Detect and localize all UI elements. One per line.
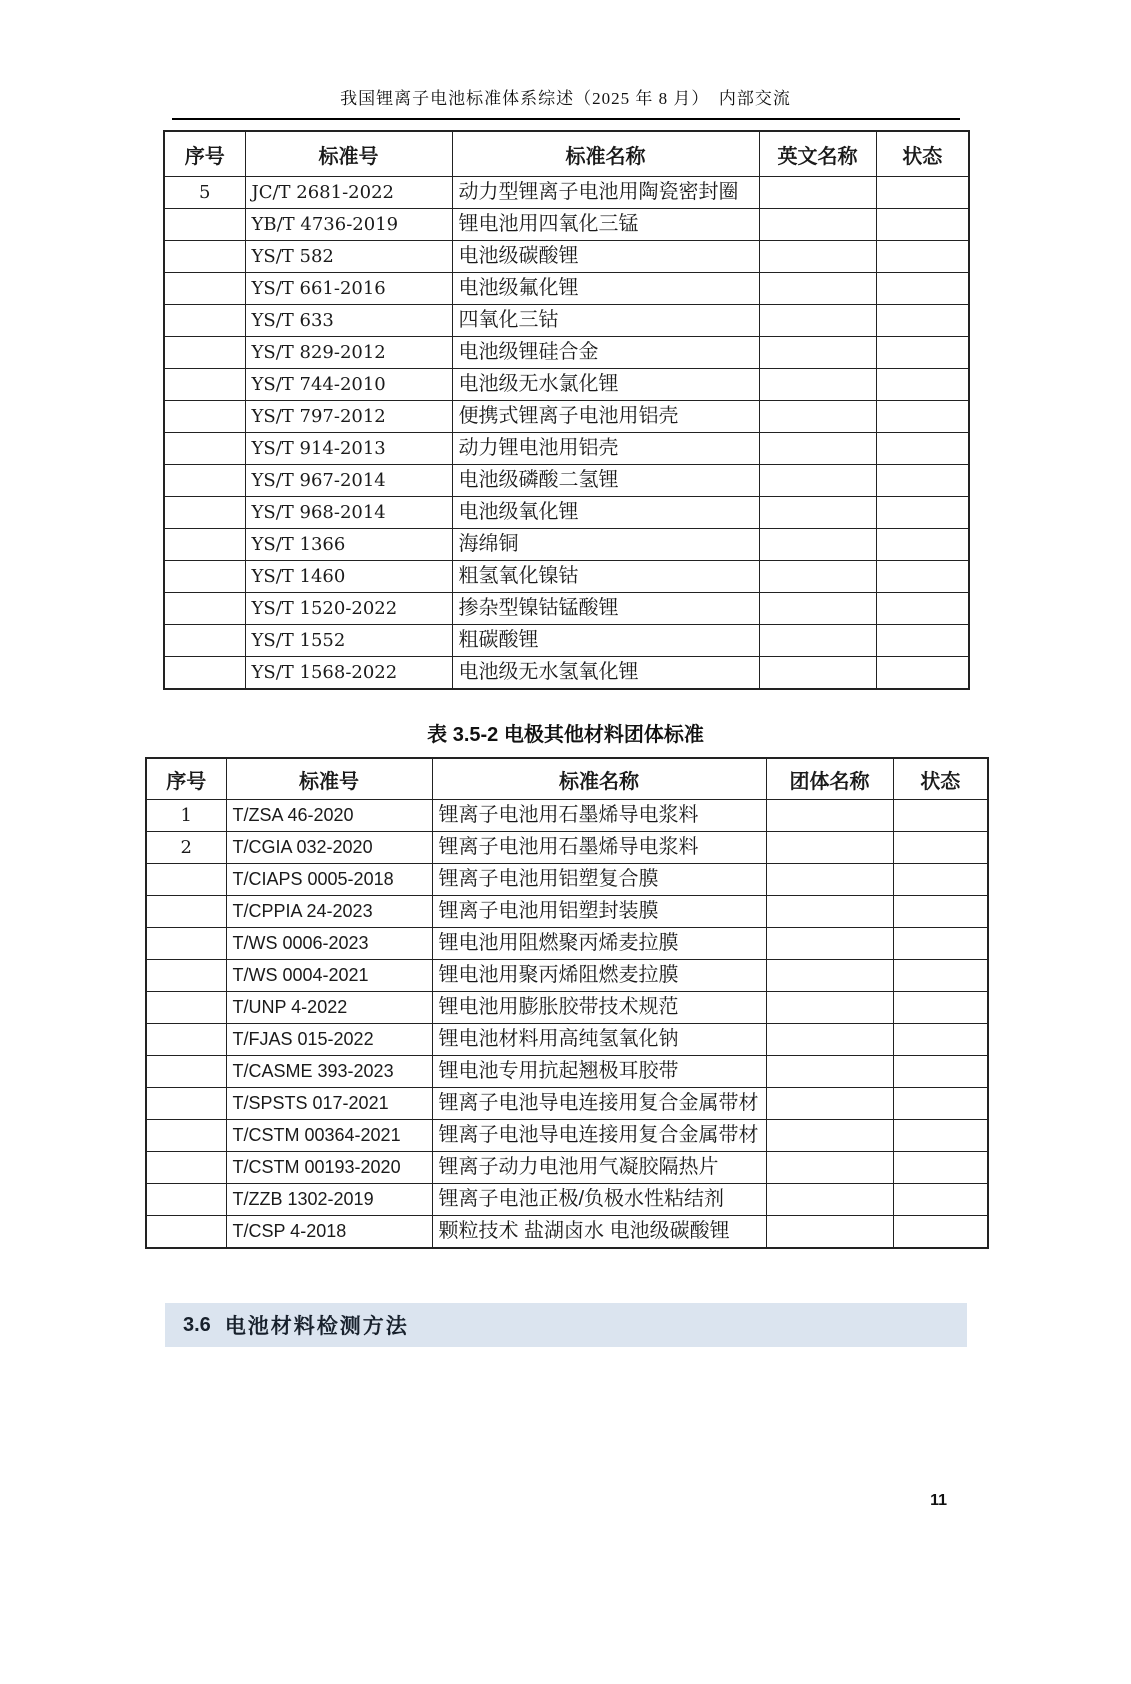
table-caption-text: 表 3.5-2 电极其他材料团体标准 [427,724,704,746]
cell-extra [766,1088,893,1120]
cell-extra [766,992,893,1024]
cell-status [876,465,969,497]
table-row [164,561,969,593]
cell-extra [759,465,876,497]
table-row [146,864,988,896]
cell-status [893,1152,988,1184]
cell-std: YS/T 914-2013 [245,433,452,465]
cell-no: 2 [146,832,226,864]
cell-name: 锂电池材料用高纯氢氧化钠 [432,1024,766,1056]
cell-no [164,529,245,561]
cell-name: 锂离子电池正极/负极水性粘结剂 [432,1184,766,1216]
table-header-row [146,758,988,800]
cell-std: T/CSTM 00364-2021 [226,1120,432,1152]
column-header-english-name: 英文名称 [759,131,876,177]
cell-std: YS/T 967-2014 [245,465,452,497]
cell-std: T/WS 0004-2021 [226,960,432,992]
cell-extra [766,928,893,960]
cell-no [146,1088,226,1120]
cell-no [146,1120,226,1152]
column-header-standard-no: 标准号 [226,758,432,800]
cell-name: 粗碳酸锂 [452,625,759,657]
cell-std: T/UNP 4-2022 [226,992,432,1024]
cell-std: T/ZZB 1302-2019 [226,1184,432,1216]
cell-no [164,657,245,690]
cell-name: 锂离子动力电池用气凝胶隔热片 [432,1152,766,1184]
cell-no [146,928,226,960]
table-body [164,177,969,690]
cell-name: 锂电池专用抗起翘极耳胶带 [432,1056,766,1088]
page-number: 11 [930,1492,947,1509]
cell-extra [759,529,876,561]
column-header-seq: 序号 [146,758,226,800]
cell-no [146,1024,226,1056]
cell-name: 动力锂电池用铝壳 [452,433,759,465]
cell-status [893,864,988,896]
cell-extra [766,1152,893,1184]
cell-extra [759,177,876,209]
cell-extra [759,273,876,305]
cell-std: T/CSP 4-2018 [226,1216,432,1249]
cell-std: YS/T 582 [245,241,452,273]
cell-name: 粗氢氧化镍钴 [452,561,759,593]
section-title: 电池材料检测方法 [224,1314,409,1338]
table-row [164,497,969,529]
cell-extra [766,960,893,992]
table-header-row [164,131,969,177]
cell-extra [759,241,876,273]
cell-status [893,928,988,960]
group-standards-table [145,757,989,1249]
cell-std: YS/T 744-2010 [245,369,452,401]
cell-name: 四氧化三钴 [452,305,759,337]
cell-extra [766,1024,893,1056]
section-number: 3.6 [183,1313,211,1336]
cell-std: T/CPPIA 24-2023 [226,896,432,928]
table-row [164,241,969,273]
cell-std: T/SPSTS 017-2021 [226,1088,432,1120]
cell-std: T/CGIA 032-2020 [226,832,432,864]
column-header-group-name: 团体名称 [766,758,893,800]
cell-status [876,177,969,209]
cell-status [893,992,988,1024]
cell-no [146,896,226,928]
table-row [146,832,988,864]
table-row [146,1152,988,1184]
cell-name: 电池级氟化锂 [452,273,759,305]
table-row [146,1024,988,1056]
cell-name: 电池级氧化锂 [452,497,759,529]
cell-name: 电池级无水氯化锂 [452,369,759,401]
cell-no [146,864,226,896]
cell-std: YS/T 1520-2022 [245,593,452,625]
cell-extra [766,1184,893,1216]
cell-status [876,273,969,305]
cell-no: 5 [164,177,245,209]
cell-name: 锂电池用聚丙烯阻燃麦拉膜 [432,960,766,992]
cell-std: YS/T 829-2012 [245,337,452,369]
column-header-standard-name: 标准名称 [452,131,759,177]
cell-status [876,561,969,593]
cell-no [164,593,245,625]
cell-no [146,960,226,992]
cell-extra [759,433,876,465]
cell-extra [759,337,876,369]
table-row [146,1120,988,1152]
cell-extra [759,561,876,593]
column-header-status: 状态 [876,131,969,177]
cell-status [893,960,988,992]
cell-status [893,1024,988,1056]
cell-status [876,369,969,401]
cell-no: 1 [146,800,226,832]
cell-status [876,529,969,561]
cell-std: YB/T 4736-2019 [245,209,452,241]
cell-no [164,369,245,401]
table-row [164,369,969,401]
column-header-status: 状态 [893,758,988,800]
cell-extra [759,209,876,241]
cell-status [893,1056,988,1088]
table-row [164,401,969,433]
table-row [164,529,969,561]
cell-std: JC/T 2681-2022 [245,177,452,209]
cell-name: 锂电池用膨胀胶带技术规范 [432,992,766,1024]
cell-name: 锂离子电池用石墨烯导电浆料 [432,832,766,864]
table-row [164,337,969,369]
cell-no [146,1184,226,1216]
cell-no [146,1152,226,1184]
cell-no [164,209,245,241]
cell-status [893,832,988,864]
cell-extra [766,1120,893,1152]
cell-name: 掺杂型镍钴锰酸锂 [452,593,759,625]
cell-status [876,401,969,433]
cell-name: 锂离子电池导电连接用复合金属带材 [432,1120,766,1152]
cell-std: T/CASME 393-2023 [226,1056,432,1088]
table-row [164,433,969,465]
cell-name: 电池级磷酸二氢锂 [452,465,759,497]
cell-extra [766,896,893,928]
table-row [164,177,969,209]
table-row [164,625,969,657]
cell-std: YS/T 968-2014 [245,497,452,529]
column-header-standard-name: 标准名称 [432,758,766,800]
cell-status [876,625,969,657]
cell-std: YS/T 661-2016 [245,273,452,305]
cell-std: T/WS 0006-2023 [226,928,432,960]
cell-extra [759,593,876,625]
table-row [146,896,988,928]
cell-extra [766,800,893,832]
cell-extra [766,832,893,864]
cell-status [876,209,969,241]
table-row [164,273,969,305]
cell-status [876,497,969,529]
cell-no [164,465,245,497]
table-row [164,465,969,497]
cell-name: 锂离子电池用铝塑复合膜 [432,864,766,896]
cell-std: YS/T 633 [245,305,452,337]
table-row [146,928,988,960]
cell-status [876,305,969,337]
table-row [146,1184,988,1216]
cell-std: T/FJAS 015-2022 [226,1024,432,1056]
cell-name: 锂离子电池用石墨烯导电浆料 [432,800,766,832]
column-header-seq: 序号 [164,131,245,177]
cell-no [146,992,226,1024]
cell-std: T/CSTM 00193-2020 [226,1152,432,1184]
table-row [164,209,969,241]
table-row [164,657,969,690]
table-row [146,1216,988,1249]
cell-name: 电池级锂硅合金 [452,337,759,369]
table-row [146,800,988,832]
cell-name: 锂离子电池导电连接用复合金属带材 [432,1088,766,1120]
cell-extra [759,497,876,529]
cell-extra [766,1056,893,1088]
cell-name: 颗粒技术 盐湖卤水 电池级碳酸锂 [432,1216,766,1249]
table-row [146,1056,988,1088]
cell-extra [759,657,876,690]
cell-no [164,337,245,369]
cell-status [876,657,969,690]
cell-name: 锂离子电池用铝塑封装膜 [432,896,766,928]
table-row [164,593,969,625]
cell-status [893,1088,988,1120]
cell-extra [759,369,876,401]
section-heading [165,1303,967,1347]
cell-std: YS/T 1568-2022 [245,657,452,690]
cell-extra [759,401,876,433]
running-header [172,84,960,120]
cell-no [164,497,245,529]
cell-std: T/CIAPS 0005-2018 [226,864,432,896]
cell-name: 便携式锂离子电池用铝壳 [452,401,759,433]
table-row [146,992,988,1024]
cell-status [893,1120,988,1152]
cell-no [164,561,245,593]
cell-name: 锂电池用四氧化三锰 [452,209,759,241]
cell-std: YS/T 1552 [245,625,452,657]
cell-extra [759,305,876,337]
cell-std: YS/T 1460 [245,561,452,593]
cell-no [146,1056,226,1088]
table-caption [0,718,1131,747]
cell-no [164,625,245,657]
cell-extra [766,1216,893,1249]
cell-no [164,305,245,337]
cell-name: 动力型锂离子电池用陶瓷密封圈 [452,177,759,209]
column-header-standard-no: 标准号 [245,131,452,177]
cell-extra [759,625,876,657]
cell-status [893,1216,988,1249]
cell-name: 锂电池用阻燃聚丙烯麦拉膜 [432,928,766,960]
cell-no [164,241,245,273]
table-body [146,800,988,1249]
cell-extra [766,864,893,896]
cell-no [146,1216,226,1249]
cell-status [893,896,988,928]
cell-status [893,1184,988,1216]
cell-no [164,433,245,465]
cell-status [876,433,969,465]
cell-status [876,241,969,273]
cell-status [876,337,969,369]
cell-status [876,593,969,625]
table-row [146,1088,988,1120]
ministry-standards-table [163,130,970,690]
running-header-title: 我国锂离子电池标准体系综述（2025 年 8 月） 内部交流 [340,89,791,108]
cell-no [164,401,245,433]
cell-name: 海绵铜 [452,529,759,561]
cell-std: YS/T 797-2012 [245,401,452,433]
cell-std: T/ZSA 46-2020 [226,800,432,832]
table-row [164,305,969,337]
cell-name: 电池级碳酸锂 [452,241,759,273]
cell-std: YS/T 1366 [245,529,452,561]
table-row [146,960,988,992]
cell-name: 电池级无水氢氧化锂 [452,657,759,690]
cell-no [164,273,245,305]
cell-status [893,800,988,832]
